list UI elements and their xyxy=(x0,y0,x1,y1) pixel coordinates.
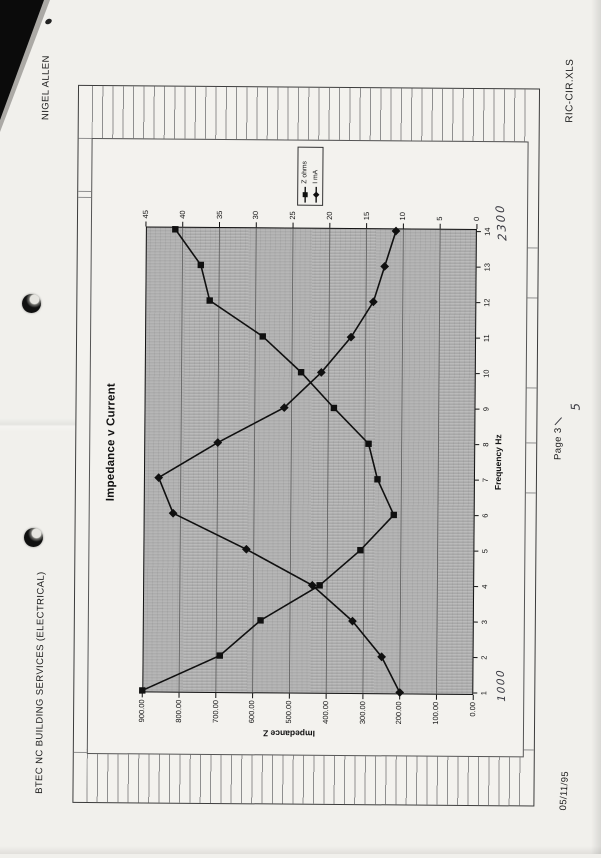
handwritten-strike-mark xyxy=(555,417,563,425)
frequency-tick-label: 6 xyxy=(482,514,490,518)
frequency-tick-label: 10 xyxy=(483,370,491,378)
impedance-tick-label: 200.00 xyxy=(395,701,403,753)
cell-gridline xyxy=(79,138,92,139)
cell-gridline xyxy=(74,752,87,753)
legend-label: I mA xyxy=(312,170,319,184)
impedance-tick-label: 400.00 xyxy=(322,701,330,753)
header-course-title: BTEC NC BUILDING SERVICES (ELECTRICAL) xyxy=(34,571,47,794)
square-marker-icon xyxy=(301,187,309,203)
impedance-tick-label: 800.00 xyxy=(175,700,183,752)
frequency-tick-label: 5 xyxy=(481,549,489,553)
frequency-tick-label: 13 xyxy=(484,263,492,271)
frequency-tick-label: 4 xyxy=(481,585,489,589)
frequency-tick-label: 8 xyxy=(482,443,490,447)
frequency-tick-label: 12 xyxy=(483,299,491,307)
current-tick-label: 5 xyxy=(436,217,444,221)
cell-gridline xyxy=(78,191,91,192)
impedance-tick-label: 0.00 xyxy=(469,702,477,754)
frequency-tick-label: 11 xyxy=(483,334,491,342)
current-tick-label: 40 xyxy=(179,210,187,218)
footer-date: 05/11/95 xyxy=(558,771,571,811)
current-tick-label: 0 xyxy=(473,217,481,221)
impedance-current-chart xyxy=(88,139,528,756)
impedance-tick-label: 300.00 xyxy=(358,701,366,753)
chart-legend xyxy=(297,147,323,206)
current-tick-label: 30 xyxy=(252,211,260,219)
handwritten-note-top: 2300 xyxy=(492,203,509,241)
current-tick-label: 15 xyxy=(363,212,371,220)
footer-page-number: Page 3 xyxy=(553,427,564,460)
handwritten-page-correction: 5 xyxy=(568,403,582,411)
legend-entry xyxy=(310,150,321,203)
footer-filename: RIC-CIR.XLS xyxy=(564,59,576,123)
frequency-tick-label: 3 xyxy=(481,620,489,624)
header-author: NIGEL ALLEN xyxy=(40,55,52,120)
current-tick-label: 20 xyxy=(326,212,334,220)
current-tick-label: 35 xyxy=(216,211,224,219)
worksheet-cells-strip-top xyxy=(92,86,527,142)
frequency-tick-label: 7 xyxy=(482,478,490,482)
x-axis-title: Frequency Hz xyxy=(493,434,503,490)
legend-entry xyxy=(299,150,310,203)
current-tick-label: 10 xyxy=(399,212,407,220)
chart-title: Impedance v Current xyxy=(105,383,118,501)
legend-label: Z ohms xyxy=(301,161,308,184)
impedance-tick-label: 500.00 xyxy=(285,701,293,753)
worksheet-grid-frame xyxy=(72,85,540,807)
worksheet-cells-strip-bottom xyxy=(86,749,521,805)
chart-series-graphics xyxy=(88,139,528,756)
y-axis-title: Impedance Z xyxy=(263,728,315,738)
impedance-tick-label: 600.00 xyxy=(248,700,256,752)
frequency-tick-label: 14 xyxy=(484,228,492,236)
diamond-marker-icon xyxy=(312,187,320,203)
current-tick-label: 45 xyxy=(142,210,150,218)
frequency-tick-label: 2 xyxy=(481,656,489,660)
chart-object-frame xyxy=(87,138,529,757)
scan-edge-shadow xyxy=(591,0,601,854)
frequency-tick-label: 1 xyxy=(480,691,488,695)
impedance-tick-label: 100.00 xyxy=(432,702,440,754)
frequency-tick-label: 9 xyxy=(482,407,490,411)
cell-gridline xyxy=(78,197,91,198)
handwritten-note-bottom: 1000 xyxy=(495,669,508,702)
impedance-tick-label: 700.00 xyxy=(211,700,219,752)
impedance-tick-label: 900.00 xyxy=(138,699,146,751)
current-tick-label: 25 xyxy=(289,211,297,219)
scan-edge-shadow xyxy=(0,846,601,854)
